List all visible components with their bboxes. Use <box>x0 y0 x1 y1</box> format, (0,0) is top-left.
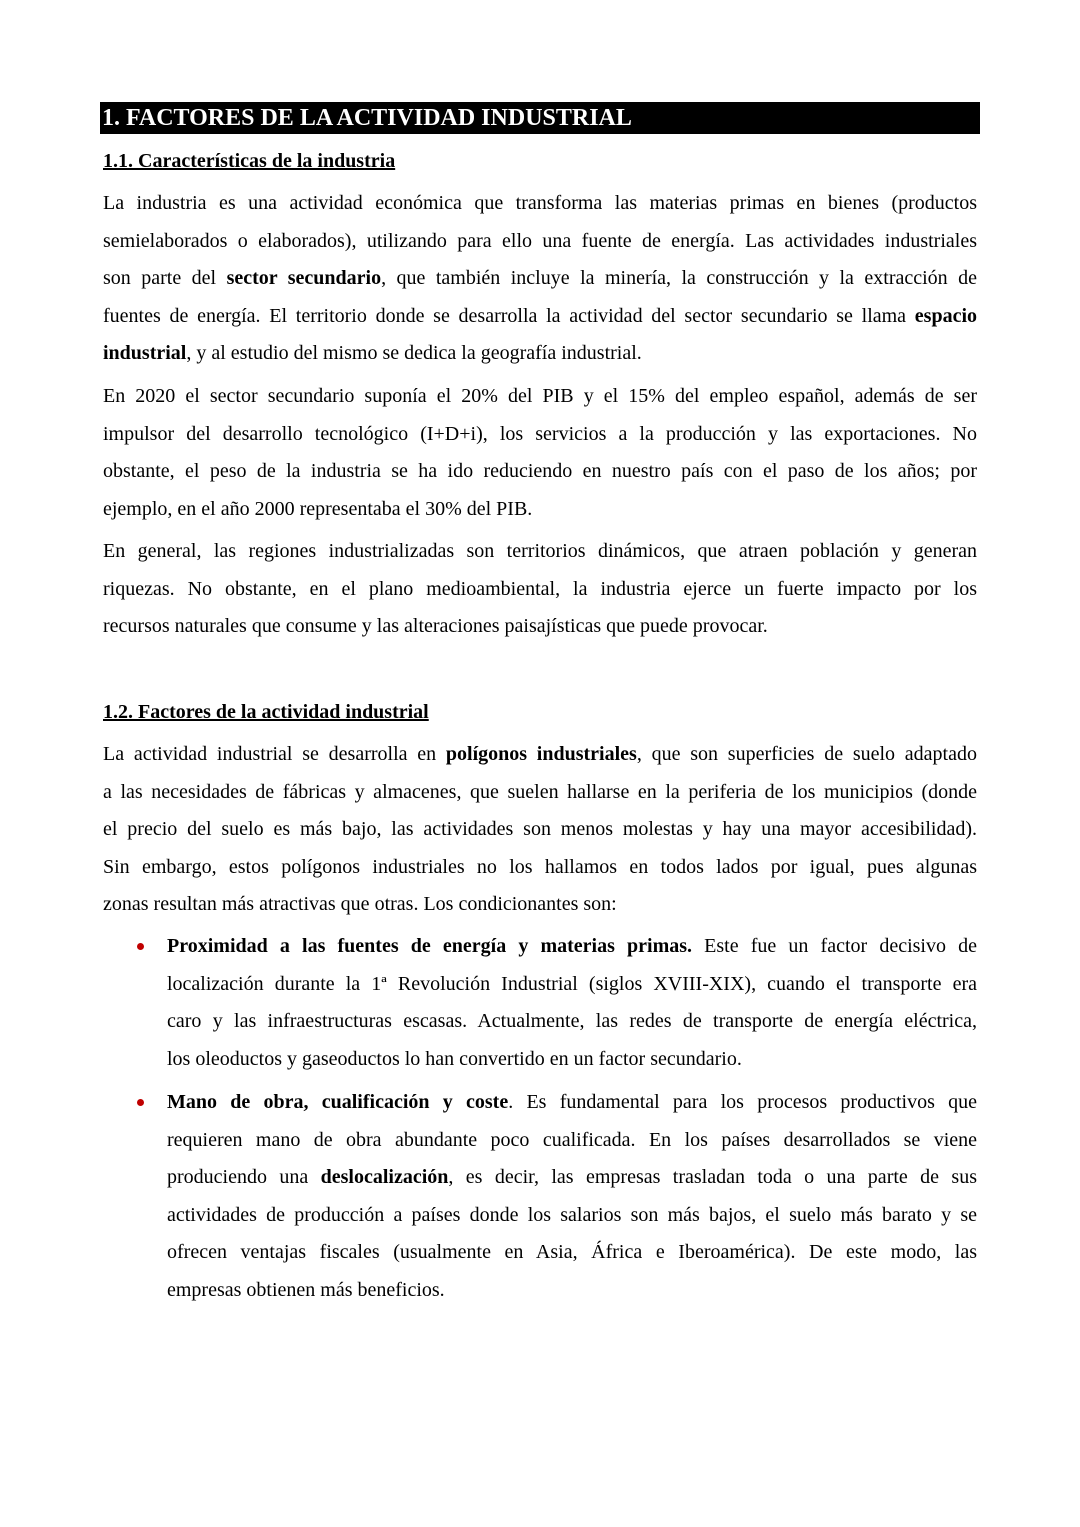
text-run: , que son superficies de suelo adaptado <box>636 743 977 765</box>
text-line: recursos naturales que consume y las alteraciones paisajísticas que puede provocar. <box>103 615 768 637</box>
bullet-text <box>167 1084 977 1309</box>
text-run: Este fue un factor decisivo de <box>692 935 977 957</box>
text-line: localización durante la 1ª Revolución Industrial (siglos XVIII-XIX), cuando el transporte era <box>167 972 977 995</box>
text-line <box>103 298 977 336</box>
text-line: empresas obtienen más beneficios. <box>167 1278 445 1301</box>
section-heading: 1. FACTORES DE LA ACTIVIDAD INDUSTRIAL <box>100 102 980 134</box>
text-line: La industria es una actividad económica que transforma las materias primas en bienes (productos <box>103 192 977 214</box>
text-run: produciendo una <box>167 1166 321 1188</box>
text-run: , es decir, las empresas trasladan toda o una parte de sus <box>448 1166 977 1188</box>
bold-term-industrial: industrial <box>103 342 187 364</box>
text-line <box>167 1084 977 1122</box>
text-line: ofrecen ventajas fiscales (usualmente en Asia, África e Iberoamérica). De este modo, las <box>167 1241 977 1263</box>
text-line: requieren mano de obra abundante poco cualificada. En los países desarrollados se viene <box>167 1128 977 1151</box>
text-line: riquezas. No obstante, en el plano medioambiental, la industria ejerce un fuerte impacto por los <box>103 577 977 600</box>
paragraph-gdp-share <box>103 378 977 528</box>
text-line: a las necesidades de fábricas y almacenes, que suelen hallarse en la periferia de los municipios (donde <box>103 780 977 803</box>
paragraph-regions <box>103 533 977 646</box>
bold-term-espacio: espacio <box>914 304 977 327</box>
text-run: fuentes de energía. El territorio donde se desarrolla la actividad del sector secundario se llama <box>103 304 915 327</box>
text-line: actividades de producción a países donde los salarios son más bajos, el suelo más barato y se <box>167 1203 977 1226</box>
bullet-text <box>167 928 977 1078</box>
text-line <box>167 928 977 966</box>
subsection-heading-characteristics: 1.1. Características de la industria <box>103 150 396 172</box>
text-line: Sin embargo, estos polígonos industriales no los hallamos en todos lados por igual, pues algunas <box>103 855 977 878</box>
text-line: caro y las infraestructuras escasas. Actualmente, las redes de transporte de energía eléctrica, <box>167 1010 977 1032</box>
text-line: ejemplo, en el año 2000 representaba el 30% del PIB. <box>103 497 533 520</box>
text-line <box>103 335 977 373</box>
bold-term-deslocalizacion: deslocalización <box>320 1166 449 1188</box>
text-run: . Es fundamental para los procesos productivos que <box>508 1091 977 1113</box>
text-line: zonas resultan más atractivas que otras. Los condicionantes son: <box>103 893 617 915</box>
text-line: los oleoductos y gaseoductos lo han convertido en un factor secundario. <box>167 1047 742 1070</box>
text-line <box>103 736 977 774</box>
paragraph-industry-definition <box>103 185 977 373</box>
bold-term-sector-secundario: sector secundario <box>226 267 382 289</box>
text-line: En 2020 el sector secundario suponía el 20% del PIB y el 15% del empleo español, además de ser <box>103 385 977 407</box>
text-line: el precio del suelo es más bajo, las actividades son menos molestas y hay una mayor accesibilidad). <box>103 818 977 840</box>
bullet-icon <box>137 1099 144 1106</box>
text-line <box>167 1159 977 1197</box>
text-line: obstante, el peso de la industria se ha ido reduciendo en nuestro país con el paso de los años; por <box>103 460 977 482</box>
text-run: , y al estudio del mismo se dedica la geografía industrial. <box>186 342 642 364</box>
text-line: En general, las regiones industrializadas son territorios dinámicos, que atraen población y generan <box>103 540 977 562</box>
subsection-heading-factors: 1.2. Factores de la actividad industrial <box>103 701 429 723</box>
text-run: La actividad industrial se desarrolla en <box>103 743 446 765</box>
paragraph-industrial-parks <box>103 736 977 924</box>
bold-term-proximidad: Proximidad a las fuentes de energía y materias primas. <box>167 935 693 957</box>
text-line: impulsor del desarrollo tecnológico (I+D+i), los servicios a la producción y las exportaciones. No <box>103 422 977 445</box>
bold-term-poligonos: polígonos industriales <box>445 743 637 765</box>
text-line: semielaborados o elaborados), utilizando para ello una fuente de energía. Las actividades industriales <box>103 229 977 252</box>
text-line <box>103 260 977 298</box>
text-run: , que también incluye la minería, la construcción y la extracción de <box>381 267 977 289</box>
bullet-icon <box>137 943 144 950</box>
bold-term-mano-de-obra: Mano de obra, cualificación y coste <box>167 1091 509 1113</box>
text-run: son parte del <box>103 267 227 289</box>
